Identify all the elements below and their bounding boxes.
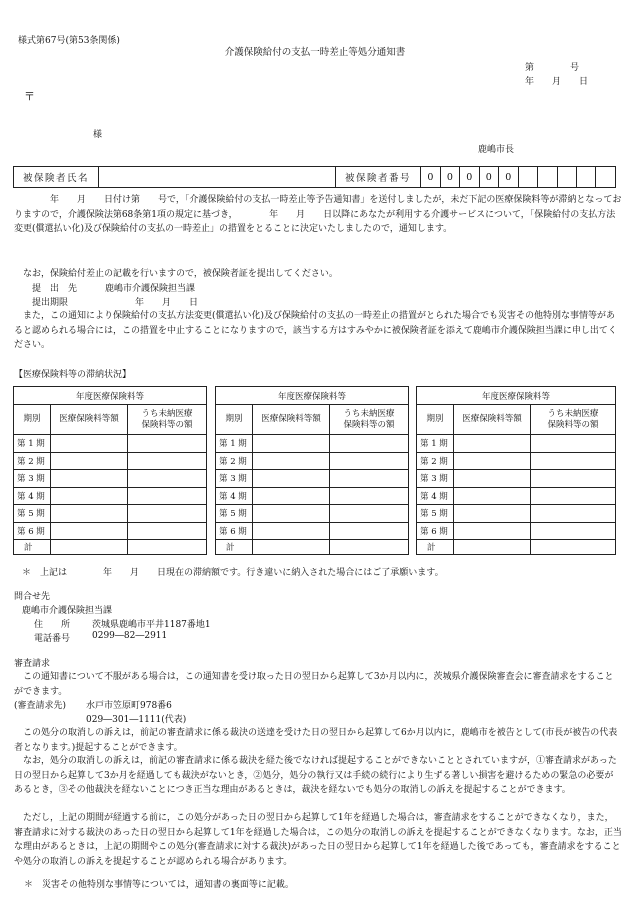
period-label: 第 6 期 (417, 522, 454, 540)
issuer: 鹿嶋市長 (478, 145, 515, 155)
review-dest-address: 水戸市笠原町978番6 (86, 701, 172, 711)
total-label: 計 (216, 540, 253, 555)
insured-number-digit (538, 167, 557, 188)
col-fee: 医療保険料等額 (253, 405, 330, 435)
period-label: 第 1 期 (14, 435, 51, 453)
review-dest-label: (審査請求先) (14, 701, 67, 711)
period-label: 第 4 期 (417, 487, 454, 505)
period-label: 第 1 期 (216, 435, 253, 453)
total-label: 計 (14, 540, 51, 555)
fee-table (215, 386, 409, 555)
col-unpaid: うち未納医療 保険料等の額 (531, 405, 616, 435)
review-paragraph-4: ただし，上記の期間が経過する前に，この処分があった日の翌日から起算して1年を経過した場合は，審査請求をすることができなくなり，また，審査請求に対する裁決のあった日の翌日から起算して1年を経過した場合は，この処分の取消しの訴えを提起することができなくなります。なお，正当な理由があるときは，上記の期間やこの処分(審査請求に対する裁決)があった日の翌日から起算して1年を経過した後であっても，審査請求をすることや処分の取消しの訴えを提起することが認められる場合があります。 (14, 813, 622, 867)
fee-table (416, 386, 616, 555)
period-label: 第 4 期 (216, 487, 253, 505)
period-label: 第 5 期 (14, 505, 51, 523)
col-period: 期別 (216, 405, 253, 435)
review-dest-phone: 029―301―1111(代表) (86, 715, 187, 725)
insured-number-digit: 0 (499, 167, 518, 188)
period-label: 第 2 期 (417, 452, 454, 470)
period-label: 第 5 期 (216, 505, 253, 523)
insured-info-table (13, 166, 616, 188)
period-label: 第 3 期 (417, 470, 454, 488)
insured-number-digit (557, 167, 576, 188)
review-paragraph-2: この処分の取消しの訴えは，前記の審査請求に係る裁決の送達を受けた日の翌日から起算して6か月以内に，鹿嶋市を被告として(市長が被告の代表者となります。)提起することができます。 (14, 728, 618, 753)
deadline-value: 年 月 日 (135, 298, 199, 308)
submit-to-label: 提 出 先 (32, 284, 78, 294)
total-label: 計 (417, 540, 454, 555)
body-paragraph-3: また，この通知により保険給付の支払方法変更(償還払い化)及び保険給付の支払の一時差止の措置がとられた場合でも災害その他特別な事情等があると認められる場合には，この措置を中止することになりますので，該当する方はすみやかに被保険者証を添えて鹿嶋市介護保険担当課に申し出てください。 (14, 311, 617, 350)
contact-phone: 0299―82―2911 (92, 631, 168, 641)
fee-table (13, 386, 207, 555)
col-fee: 医療保険料等額 (454, 405, 531, 435)
insured-number-digit: 0 (421, 167, 440, 188)
document-number: 第 号 (525, 63, 580, 73)
form-number: 様式第67号(第53条関係) (18, 36, 120, 46)
review-paragraph-3: なお，処分の取消しの訴えは，前記の審査請求に係る裁決を経た後でなければ提起することができないこととされていますが，①審査請求があった日の翌日から起算して3か月を経過しても裁決がないとき，②処分，処分の執行又は手続の続行により生ずる著しい損害を避けるための緊急の必要があるとき，③その他裁決を経ないことにつき正当な理由があるときは，裁決を経ないでも処分の取消しの訴えを提起することができます。 (14, 756, 617, 795)
contact-phone-label: 電話番号 (34, 634, 71, 644)
col-period: 期別 (14, 405, 51, 435)
insured-number-digit: 0 (460, 167, 479, 188)
insured-number-label: 被保険者番号 (336, 167, 421, 188)
postal-mark: 〒 (24, 90, 35, 103)
col-fee: 医療保険料等額 (51, 405, 128, 435)
body-paragraph-2: なお，保険給付差止の記載を行いますので，被保険者証を提出してください。 (14, 269, 338, 279)
period-label: 第 3 期 (216, 470, 253, 488)
contact-heading: 問合せ先 (14, 592, 51, 602)
insured-number-digit: 0 (479, 167, 498, 188)
period-label: 第 5 期 (417, 505, 454, 523)
body-paragraph-1: 年 月 日付け第 号で，「介護保険給付の支払一時差止等予告通知書」を送付しましたが，未だ下記の医療保険料等が滞納となっておりますので，介護保険法第68条第1項の規定に基づき， 年 月 日以降にあなたが利用する介護サービスについて，「保険給付の支払方法変更(償還払い化)及び保険給付の支払の一時差止」の措置をとることに決定いたしましたので，通知します。 (14, 195, 622, 234)
insured-number-digit (596, 167, 616, 188)
page-title: 介護保険給付の支払一時差止等処分通知書 (224, 47, 406, 58)
review-paragraph-1: この通知書について不服がある場合は，この通知書を受け取った日の翌日から起算して3か月以内に，茨城県介護保険審査会に審査請求をすることができます。 (14, 672, 614, 697)
insured-number-digit: 0 (440, 167, 459, 188)
insured-number-digit (576, 167, 595, 188)
fees-section-title: 【医療保険料等の滞納状況】 (14, 370, 132, 380)
submit-to-value: 鹿嶋市介護保険担当課 (105, 284, 196, 294)
contact-address-label: 住 所 (34, 620, 71, 630)
period-label: 第 3 期 (14, 470, 51, 488)
col-period: 期別 (417, 405, 454, 435)
issue-date: 年 月 日 (525, 77, 589, 87)
contact-dept: 鹿嶋市介護保険担当課 (22, 606, 113, 616)
col-unpaid: うち未納医療 保険料等の額 (330, 405, 409, 435)
col-unpaid: うち未納医療 保険料等の額 (128, 405, 207, 435)
period-label: 第 2 期 (216, 452, 253, 470)
period-label: 第 6 期 (216, 522, 253, 540)
review-heading: 審査請求 (14, 659, 51, 669)
review-footnote: ＊ 災害その他特別な事情等については，通知書の裏面等に記載。 (24, 880, 294, 890)
deadline-label: 提出期限 (32, 298, 69, 308)
contact-address: 茨城県鹿嶋市平井1187番地1 (92, 620, 211, 630)
insured-name-label: 被保険者氏名 (14, 167, 99, 188)
period-label: 第 2 期 (14, 452, 51, 470)
fee-year-header: 年度医療保険料等 (14, 387, 207, 405)
fee-year-header: 年度医療保険料等 (417, 387, 616, 405)
insured-name-field (99, 167, 336, 188)
fees-note: ＊ 上記は 年 月 日現在の滞納額です。行き違いに納入された場合にはご了承願います。 (22, 568, 444, 578)
period-label: 第 6 期 (14, 522, 51, 540)
period-label: 第 1 期 (417, 435, 454, 453)
period-label: 第 4 期 (14, 487, 51, 505)
fee-year-header: 年度医療保険料等 (216, 387, 409, 405)
addressee-suffix: 様 (93, 130, 103, 140)
insured-number-digit (518, 167, 537, 188)
